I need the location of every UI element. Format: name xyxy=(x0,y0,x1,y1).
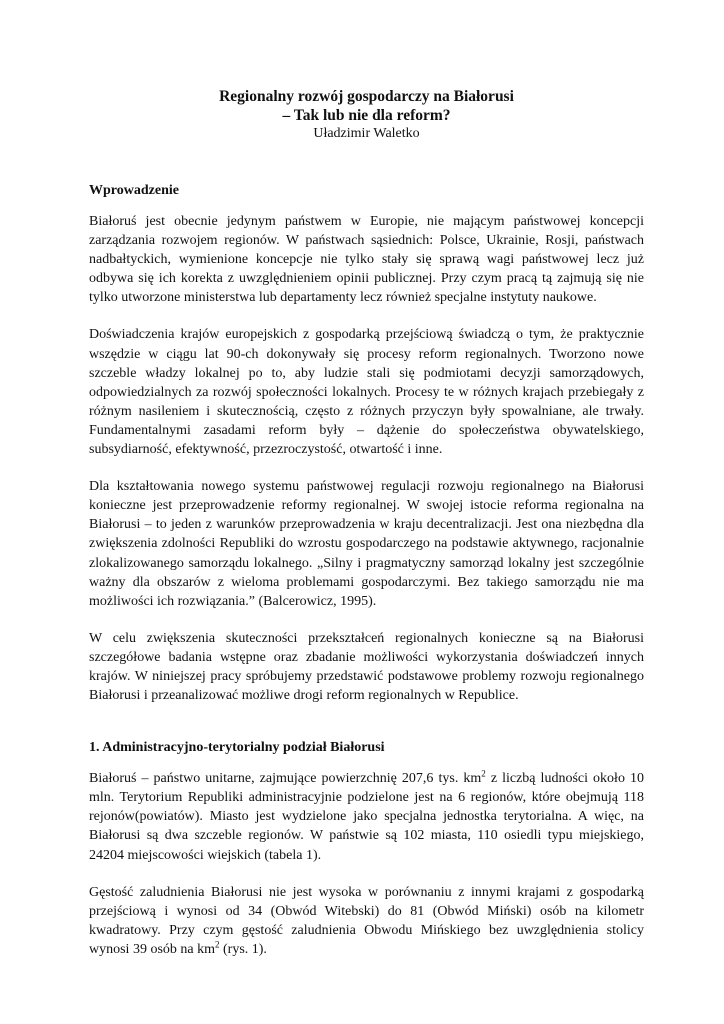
text-run: Białoruś – państwo unitarne, zajmujące powierzchnię 207,6 tys. km xyxy=(89,771,482,787)
document-page xyxy=(89,87,644,977)
paragraph: Doświadczenia krajów europejskich z gospodarką przejściową świadczą o tym, że praktycznie wszędzie w ciągu lat 90-ch dokonywały się procesy reform regionalnych. Tworzono nowe szczeble władzy lokalnej po to, aby ludzie stali się podmiotami decyzji samorządowych, odpowiedzialnych za rozwój społeczności lokalnych. Procesy te w różnych krajach przebiegały z różnym nasileniem i skutecznością, często z różnych przyczyn były spowalniane, ale trwały. Fundamentalnymi zasadami reform były – dążenie do społeczeństwa obywatelskiego, subsydiarność, efektywność, przezroczystość, otwartość i inne. xyxy=(89,327,644,458)
paragraph: W celu zwiększenia skuteczności przekształceń regionalnych konieczne są na Białorusi szczegółowe badania wstępne oraz zbadanie możliwości wykorzystania doświadczeń innych krajów. W niniejszej pracy spróbujemy przedstawić podstawowe problemy rozwoju regionalnego Białorusi i przeanalizować możliwe drogi reform regionalnych w Republice. xyxy=(89,630,644,704)
title-block xyxy=(89,87,644,142)
document-title: Regionalny rozwój gospodarczy na Białorusi xyxy=(219,88,514,105)
text-run: Gęstość zaludnienia Białorusi nie jest wysoka w porównaniu z innymi krajami z gospodarką przejściową i wynosi od 34 (Obwód Witebski) do 81 (Obwód Miński) osób na kilometr kwadratowy. Przy czym gęstość zaludnienia Obwodu Mińskiego bez uwzględnienia stolicy wynosi 39 osób na km xyxy=(89,884,644,957)
paragraph: Białoruś jest obecnie jedynym państwem w Europie, nie mającym państwowej koncepcji zarządzania rozwojem regionów. W państwach sąsiednich: Polsce, Ukrainie, Rosji, państwach nadbałtyckich, wymienione koncepcje nie tylko stały się sprawą wagi państwowej lecz już odbywa się ich korekta z uwzględnieniem opinii publicznej. Przy czym pracą tą zajmują się nie tylko utworzone ministerstwa lub departamenty lecz również specjalne instytuty naukowe. xyxy=(89,214,644,306)
text-run: (rys. 1). xyxy=(219,941,267,957)
author-name: Uładzimir Waletko xyxy=(313,126,420,141)
document-subtitle: – Tak lub nie dla reform? xyxy=(282,107,451,124)
paragraph: Dla kształtowania nowego systemu państwowej regulacji rozwoju regionalnego na Białorusi konieczne jest przeprowadzenie reformy regionalnej. W swojej istocie reforma regionalna na Białorusi – to jeden z warunków przeprowadzenia w kraju decentralizacji. Jest ona niezbędna dla zwiększenia zdolności Republiki do wzrostu gospodarczego na podstawie aktywnego, racjonalnie zlokalizowanego samorządu lokalnego. „Silny i pragmatyczny samorząd lokalny jest szczególnie ważny dla obszarów z wieloma problemami gospodarczymi. Bez takiego samorządu nie ma możliwości ich rozwiązania.” (Balcerowicz, 1995). xyxy=(89,479,644,609)
superscript: 2 xyxy=(215,939,220,950)
paragraph xyxy=(89,883,644,959)
section-heading-1: 1. Administracyjno-terytorialny podział Białorusi xyxy=(89,740,385,756)
text-run: z liczbą ludności około 10 mln. Terytorium Republiki administracyjnie podzielone jest na 6 regionów, które obejmują 118 rejonów(powiatów). Miasto jest wydzielone jako specjalna jednostka terytorialna. A więc, na Białorusi są dwa szczeble regionów. W państwie są 102 miasta, 110 osiedli typu miejskiego, 24204 miejscowości wiejskich (tabela 1). xyxy=(89,771,644,863)
paragraph xyxy=(89,769,644,864)
superscript: 2 xyxy=(481,768,486,779)
section-heading-introduction: Wprowadzenie xyxy=(89,183,179,198)
